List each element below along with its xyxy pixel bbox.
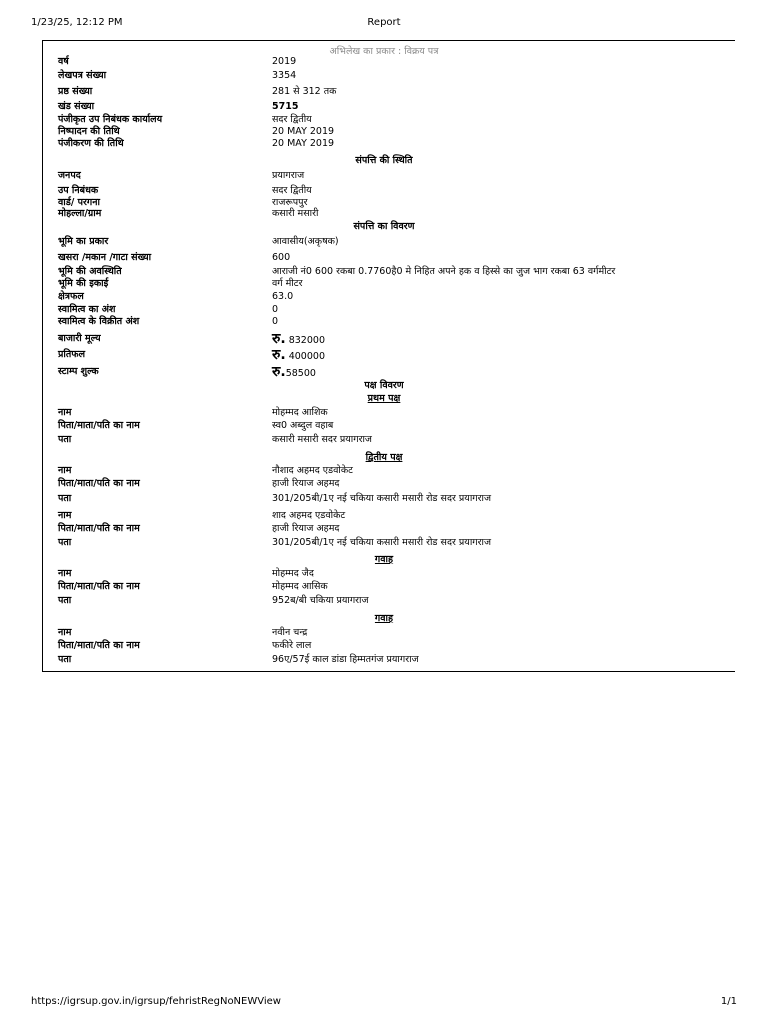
field-label: स्वामित्व के विक्रीत अंश bbox=[58, 316, 140, 327]
field-label: नाम bbox=[58, 627, 72, 638]
field-label: नाम bbox=[58, 465, 72, 476]
field-label: नाम bbox=[58, 407, 72, 418]
info-label: लेखपत्र संख्या bbox=[58, 70, 107, 81]
rupee-symbol: रु. bbox=[272, 364, 286, 380]
field-label: बाजारी मूल्य bbox=[58, 333, 101, 344]
print-page-number: 1/1 bbox=[720, 996, 737, 1007]
field-value: कसारी मसारी bbox=[272, 208, 319, 219]
field-value: फकीरे लाल bbox=[272, 640, 312, 651]
second-party-title: द्वितीय पक्ष bbox=[365, 452, 403, 463]
field-label: नाम bbox=[58, 510, 72, 521]
field-value: स्व0 अब्दुल वहाब bbox=[272, 420, 334, 431]
amount-value: 832000 bbox=[285, 335, 325, 346]
section-title-witness-1 bbox=[0, 554, 768, 566]
print-title: Report bbox=[367, 17, 401, 28]
field-value bbox=[272, 347, 325, 365]
document-type: अभिलेख का प्रकार : विक्रय पत्र bbox=[329, 46, 439, 57]
witness-title: गवाह bbox=[374, 613, 394, 624]
info-label: पंजीकृत उप निबंधक कार्यालय bbox=[58, 114, 163, 125]
field-label: पता bbox=[58, 493, 72, 504]
field-label: नाम bbox=[58, 568, 72, 579]
field-value: राजरूपपुर bbox=[272, 197, 308, 208]
field-value: 0 bbox=[272, 316, 279, 327]
info-label: प्रष्ठ संख्या bbox=[58, 86, 93, 97]
field-value: प्रयागराज bbox=[272, 170, 305, 181]
info-value: 20 MAY 2019 bbox=[272, 126, 335, 137]
first-party-title: प्रथम पक्ष bbox=[367, 393, 401, 404]
field-label: पिता/माता/पति का नाम bbox=[58, 581, 140, 592]
section-title-first-party bbox=[0, 393, 768, 405]
field-value: वर्ग मीटर bbox=[272, 278, 303, 289]
field-value: 96ए/57ई काल डांडा हिम्मतगंज प्रयागराज bbox=[272, 654, 419, 665]
field-label: पिता/माता/पति का नाम bbox=[58, 478, 140, 489]
info-label: खंड संख्या bbox=[58, 101, 95, 112]
field-label: पता bbox=[58, 537, 72, 548]
field-label: पिता/माता/पति का नाम bbox=[58, 523, 140, 534]
field-label: स्वामित्व का अंश bbox=[58, 304, 116, 315]
section-title-parties: पक्ष विवरण bbox=[364, 380, 404, 391]
info-value: सदर द्वितीय bbox=[272, 114, 312, 125]
field-value: 0 bbox=[272, 304, 279, 315]
rupee-symbol: रु. bbox=[272, 347, 286, 363]
field-value: सदर द्वितीय bbox=[272, 185, 312, 196]
field-value: कसारी मसारी सदर प्रयागराज bbox=[272, 434, 372, 445]
field-label: जनपद bbox=[58, 170, 81, 181]
field-value: आवासीय(अकृषक) bbox=[272, 236, 339, 247]
field-label: पता bbox=[58, 595, 72, 606]
amount-value: 400000 bbox=[285, 351, 325, 362]
field-label: पिता/माता/पति का नाम bbox=[58, 420, 140, 431]
field-value: 301/205बी/1ए नई चकिया कसारी मसारी रोड सदर प्रयागराज bbox=[272, 537, 492, 548]
field-value: 63.0 bbox=[272, 291, 294, 302]
field-value: हाजी रियाज अहमद bbox=[272, 523, 340, 534]
field-value: मोहम्मद आसिक bbox=[272, 581, 328, 592]
info-label: पंजीकरण की तिथि bbox=[58, 138, 124, 149]
info-label: निष्पादन की तिथि bbox=[58, 126, 120, 137]
field-label: पता bbox=[58, 434, 72, 445]
info-label: वर्ष bbox=[58, 56, 69, 67]
field-label: भूमि का प्रकार bbox=[58, 236, 109, 247]
field-value: 600 bbox=[272, 252, 291, 263]
field-value: मोहम्मद आशिक bbox=[272, 407, 328, 418]
field-label: उप निबंधक bbox=[58, 185, 99, 196]
field-label: पिता/माता/पति का नाम bbox=[58, 640, 140, 651]
report-frame bbox=[42, 40, 735, 672]
field-label: खसरा /मकान /गाटा संख्या bbox=[58, 252, 152, 263]
field-label: स्टाम्प शुल्क bbox=[58, 366, 99, 377]
field-label: भूमि की अवस्थिति bbox=[58, 266, 122, 277]
field-value: हाजी रियाज अहमद bbox=[272, 478, 340, 489]
field-value: शाद अहमद एडवोकेट bbox=[272, 510, 346, 521]
field-label: भूमि की इकाई bbox=[58, 278, 109, 289]
field-label: वार्ड/ परगना bbox=[58, 197, 100, 208]
field-label: क्षेत्रफल bbox=[58, 291, 84, 302]
info-value: 5715 bbox=[272, 101, 299, 112]
field-value: 301/205बी/1ए नई चकिया कसारी मसारी रोड सदर प्रयागराज bbox=[272, 493, 492, 504]
field-value: नवीन चन्द्र bbox=[272, 627, 308, 638]
info-value: 2019 bbox=[272, 56, 297, 67]
field-label: मोहल्ला/ग्राम bbox=[58, 208, 102, 219]
info-value: 281 से 312 तक bbox=[272, 86, 337, 97]
section-title-second-party bbox=[0, 452, 768, 464]
field-label: प्रतिफल bbox=[58, 349, 86, 360]
field-value: मोहम्मद जैद bbox=[272, 568, 314, 579]
amount-value: 58500 bbox=[285, 368, 316, 379]
witness-title: गवाह bbox=[374, 554, 394, 565]
field-label: पता bbox=[58, 654, 72, 665]
section-title-witness-2 bbox=[0, 613, 768, 625]
info-value: 20 MAY 2019 bbox=[272, 138, 335, 149]
section-title-property-details: संपत्ति का विवरण bbox=[353, 221, 415, 232]
section-title-property-location: संपत्ति की स्थिति bbox=[355, 155, 413, 166]
info-value: 3354 bbox=[272, 70, 297, 81]
print-datetime: 1/23/25, 12:12 PM bbox=[31, 17, 123, 28]
rupee-symbol: रु. bbox=[272, 331, 286, 347]
field-value: 952ब/बी चकिया प्रयागराज bbox=[272, 595, 369, 606]
field-value: आराजी नं0 600 रकबा 0.7760है0 मे निहित अपने हक व हिस्से का जुज भाग रकबा 63 वर्गमीटर bbox=[272, 266, 616, 277]
field-value: नौशाद अहमद एडवोकेट bbox=[272, 465, 353, 476]
print-url: https://igrsup.gov.in/igrsup/fehristRegNoNEWView bbox=[31, 996, 281, 1007]
